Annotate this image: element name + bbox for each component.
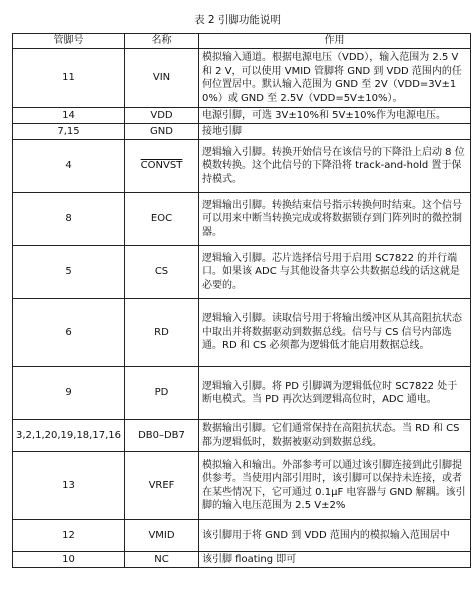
pin-description: 模拟输入和输出。外部参考可以通过该引脚连接到此引脚提供参考。当使用内部引用时，该引脚可以保持未连接，或者在某些情况下，它可通过 0.1μF 电容器与 GND 解耦。该引脚的输入电压范围为 2.5 V±2% <box>199 452 471 520</box>
pin-number: 14 <box>13 108 125 124</box>
pin-description: 逻辑输入引脚。转换开始信号在该信号的下降沿上启动 8 位模数转换。这个此信号的下降沿将 track-and-hold 置于保持模式。 <box>199 140 471 193</box>
table-row <box>13 49 471 108</box>
pin-description: 逻辑输入引脚。芯片选择信号用于启用 SC7822 的并行端口。如果该 ADC 与其他设备共享公共数据总线的话这就是必要的。 <box>199 246 471 299</box>
pin-name: VDD <box>125 108 199 124</box>
table-row <box>13 140 471 193</box>
table-row <box>13 420 471 452</box>
pin-number: 5 <box>13 246 125 299</box>
pin-description: 逻辑输入引脚。读取信号用于将输出缓冲区从其高阻抗状态中取出并将数据驱动到数据总线。信号与 CS 信号内部选通。RD 和 CS 必须都为逻辑低才能启用数据总线。 <box>199 299 471 367</box>
pin-number: 12 <box>13 520 125 552</box>
pin-name: RD <box>125 299 199 367</box>
table-row <box>13 299 471 367</box>
pin-name: VIN <box>125 49 199 108</box>
pin-name: VMID <box>125 520 199 552</box>
table-row <box>13 193 471 246</box>
pin-name: GND <box>125 124 199 140</box>
pin-name: DB0–DB7 <box>125 420 199 452</box>
pin-number: 11 <box>13 49 125 108</box>
pin-description: 接地引脚 <box>199 124 471 140</box>
pin-function-table <box>12 33 471 568</box>
pin-number: 9 <box>13 367 125 420</box>
table-caption: 表 2 引脚功能说明 <box>194 14 281 26</box>
header-name: 名称 <box>125 34 199 49</box>
table-row <box>13 124 471 140</box>
pin-number: 3,2,1,20,19,18,17,16 <box>13 420 125 452</box>
pin-description: 逻辑输出引脚。转换结束信号指示转换何时结束。这个信号可以用来中断当转换完成或将数据锁存到门阵列时的微控制器。 <box>199 193 471 246</box>
pin-name: CONVST <box>125 140 199 193</box>
pin-description: 数据输出引脚。它们通常保持在高阻抗状态。当 RD 和 CS 都为逻辑低时，数据被驱动到数据总线。 <box>199 420 471 452</box>
pin-description: 该引脚用于将 GND 到 VDD 范围内的模拟输入范围居中 <box>199 520 471 552</box>
table-row <box>13 552 471 568</box>
pin-name: VREF <box>125 452 199 520</box>
header-function: 作用 <box>199 34 471 49</box>
table-header-row <box>13 34 471 49</box>
pin-name: NC <box>125 552 199 568</box>
pin-description: 电源引脚，可选 3V±10%和 5V±10%作为电源电压。 <box>199 108 471 124</box>
pin-number: 4 <box>13 140 125 193</box>
pin-description: 模拟输入通道。根据电源电压（VDD），输入范围为 2.5 V 和 2 V，可以使用 VMID 管脚将 GND 到 VDD 范围内的任何位置居中。默认输入范围为 GND 至 2V（VDD=3V±10%）或 GND 至 2.5V（VDD=5V±10%）。 <box>199 49 471 108</box>
pin-name: CS <box>125 246 199 299</box>
table-row <box>13 108 471 124</box>
pin-description: 该引脚 floating 即可 <box>199 552 471 568</box>
table-row <box>13 452 471 520</box>
pin-name: PD <box>125 367 199 420</box>
pin-number: 7,15 <box>13 124 125 140</box>
pin-name: EOC <box>125 193 199 246</box>
pin-number: 8 <box>13 193 125 246</box>
pin-number: 6 <box>13 299 125 367</box>
table-row <box>13 246 471 299</box>
pin-number: 10 <box>13 552 125 568</box>
pin-number: 13 <box>13 452 125 520</box>
table-row <box>13 367 471 420</box>
table-row <box>13 520 471 552</box>
header-pin: 管脚号 <box>13 34 125 49</box>
pin-description: 逻辑输入引脚。将 PD 引脚调为逻辑低位时 SC7822 处于断电模式。当 PD 再次达到逻辑高位时，ADC 通电。 <box>199 367 471 420</box>
